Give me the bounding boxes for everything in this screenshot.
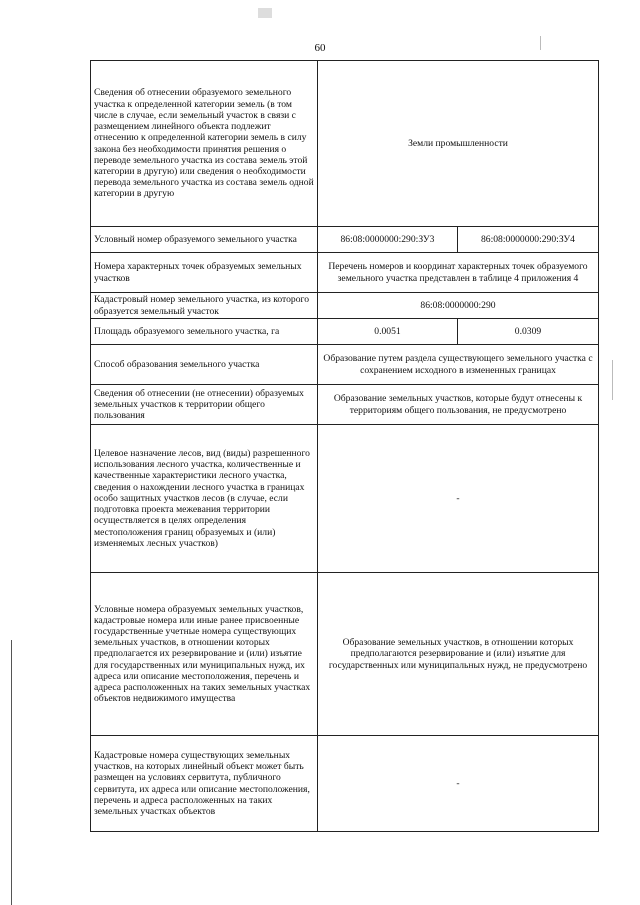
- row-value: Перечень номеров и координат характерных точек образуемого земельного участка представлен в таблице 4 приложения 4: [318, 253, 599, 293]
- table-row: [91, 319, 599, 345]
- table-row: [91, 61, 599, 227]
- table-row: [91, 227, 599, 253]
- area-zu4: 0.0309: [458, 319, 599, 345]
- table-row: [91, 425, 599, 573]
- row-label: Сведения об отнесении (не отнесении) образуемых земельных участков к территории общего пользования: [91, 385, 318, 425]
- scan-speck: [258, 8, 272, 18]
- table-row: [91, 573, 599, 736]
- conditional-number-zu4: 86:08:0000000:290:ЗУ4: [458, 227, 599, 253]
- conditional-number-zu3: 86:08:0000000:290:ЗУ3: [318, 227, 458, 253]
- row-label: Целевое назначение лесов, вид (виды) разрешенного использования лесного участка, количественные и качественные характеристики лесного участка, сведения о нахождении лесного участка в границах особо защитных участков лесов (в случае, если подготовка проекта межевания территории осуществляется в целях определения местоположения границ образуемых и (или) изменяемых лесных участков): [91, 425, 318, 573]
- row-value: Земли промышленности: [318, 61, 599, 227]
- row-label: Кадастровый номер земельного участка, из которого образуется земельный участок: [91, 293, 318, 319]
- table-row: [91, 345, 599, 385]
- row-label: Способ образования земельного участка: [91, 345, 318, 385]
- row-value: Образование путем раздела существующего земельного участка с сохранением исходного в измененных границах: [318, 345, 599, 385]
- row-label: Площадь образуемого земельного участка, га: [91, 319, 318, 345]
- scan-speck: [612, 360, 613, 400]
- scan-speck: [540, 36, 541, 50]
- row-label: Сведения об отнесении образуемого земельного участка к определенной категории земель (в том числе в случае, если земельный участок в связи с размещением линейного объекта подлежит отнесению к определенной категории земель в силу закона без необходимости принятия решения о переводе земельного участка из состава земель этой категории в другую) или сведения о необходимости перевода земельного участка из состава земель одной категории в другую: [91, 61, 318, 227]
- scan-edge-line: [11, 640, 12, 905]
- row-value: -: [318, 736, 599, 832]
- row-label: Кадастровые номера существующих земельных участков, на которых линейный объект может быть размещен на условиях сервитута, публичного сервитута, их адреса или описание местоположения, перечень и адреса расположенных на таких земельных участках объектов: [91, 736, 318, 832]
- page-number: 60: [314, 42, 326, 54]
- row-value: Образование земельных участков, в отношении которых предполагаются резервирование и (или) изъятие для государственных или муниципальных нужд, не предусмотрено: [318, 573, 599, 736]
- table-row: [91, 385, 599, 425]
- row-value: -: [318, 425, 599, 573]
- row-value: 86:08:0000000:290: [318, 293, 599, 319]
- land-plot-info-table: [90, 60, 599, 832]
- area-zu3: 0.0051: [318, 319, 458, 345]
- row-value: Образование земельных участков, которые будут отнесены к территориям общего пользования, не предусмотрено: [318, 385, 599, 425]
- row-label: Условные номера образуемых земельных участков, кадастровые номера или иные ранее присвоенные государственные учетные номера существующих земельных участков, в отношении которых предполагается их резервирование и (или) изъятие для государственных или муниципальных нужд, их адреса или описание местоположения, перечень и адреса расположенных на таких земельных участках объектов недвижимого имущества: [91, 573, 318, 736]
- row-label: Условный номер образуемого земельного участка: [91, 227, 318, 253]
- row-label: Номера характерных точек образуемых земельных участков: [91, 253, 318, 293]
- table-row: [91, 736, 599, 832]
- table-row: [91, 253, 599, 293]
- table-row: [91, 293, 599, 319]
